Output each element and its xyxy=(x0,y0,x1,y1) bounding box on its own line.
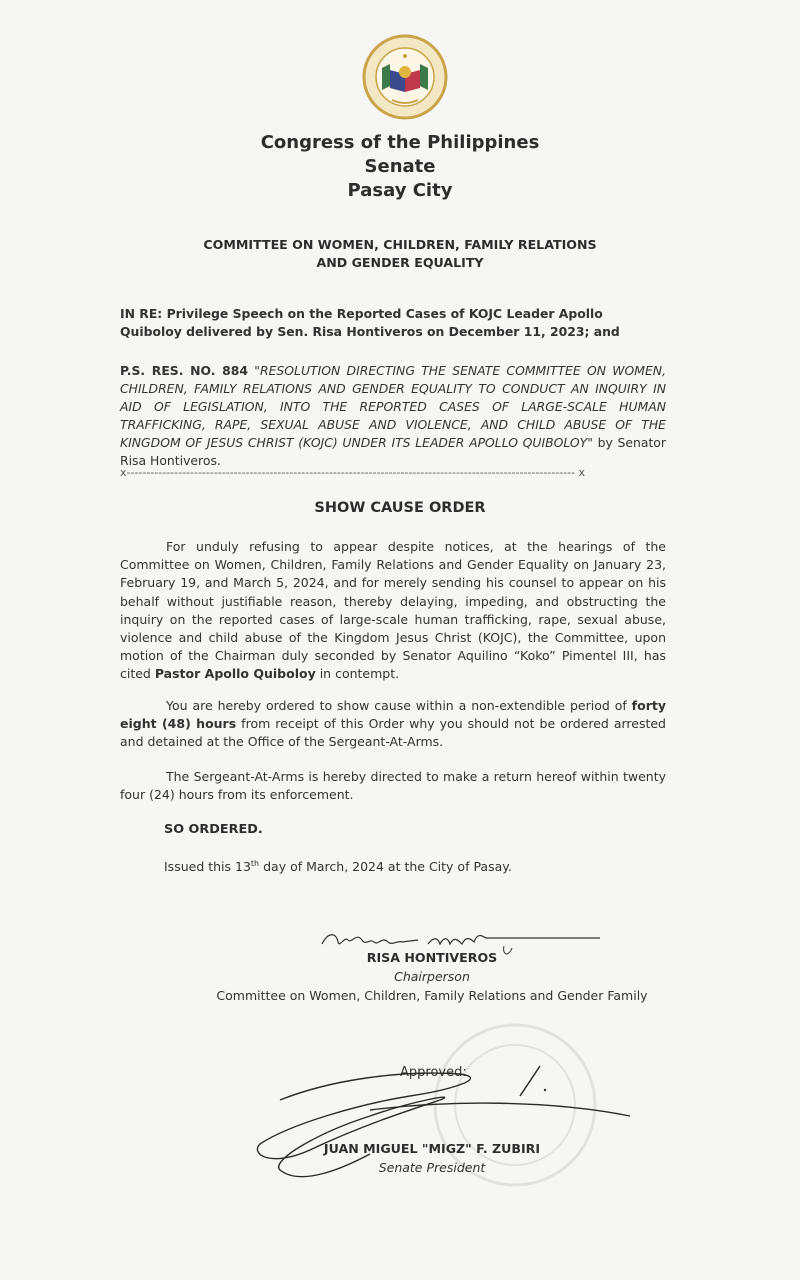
in-re-caption: IN RE: Privilege Speech on the Reported Cases of KOJC Leader Apollo Quiboloy delivered by Sen. Risa Hontiveros on December 11, 2023; and xyxy=(120,306,620,339)
signatory-name: RISA HONTIVEROS xyxy=(366,950,498,965)
deadline-text: forty eight (48) hours xyxy=(120,698,666,732)
paragraph-sergeant-at-arms: The Sergeant-At-Arms is hereby directed to make a return hereof within twenty four (24) hours from its enforcement. xyxy=(120,769,666,803)
header-senate: Senate xyxy=(364,156,436,177)
signatory-role: Chairperson xyxy=(394,969,470,984)
committee-line1: COMMITTEE ON WOMEN, CHILDREN, FAMILY RELATIONS xyxy=(203,237,597,252)
so-ordered: SO ORDERED. xyxy=(164,822,263,837)
signatory-committee: Committee on Women, Children, Family Relations and Gender Family xyxy=(216,988,648,1003)
order-title: SHOW CAUSE ORDER xyxy=(314,500,486,516)
committee-line2: AND GENDER EQUALITY xyxy=(316,255,484,270)
respondent-name: Pastor Apollo Quiboloy xyxy=(154,666,316,682)
resolution-author: by Senator Risa Hontiveros. xyxy=(120,435,666,468)
resolution-number: P.S. RES. NO. 884 xyxy=(120,363,248,378)
approver-role: Senate President xyxy=(378,1160,486,1175)
separator-line: x----------------------------------------------------------------------------------------------------------------- x xyxy=(120,466,586,479)
header-city: Pasay City xyxy=(347,180,453,201)
issued-date: Issued this 13th day of March, 2024 at the City of Pasay. xyxy=(164,859,512,875)
paragraph-show-cause: You are hereby ordered to show cause within a non-extendible period of forty eight (48) hours from receipt of this Order why you should not be ordered arrested and detained at the Office of the Sergeant-At-Arms. xyxy=(120,698,666,750)
approver-name: JUAN MIGUEL "MIGZ" F. ZUBIRI xyxy=(323,1141,541,1156)
senate-seal-icon xyxy=(362,34,448,120)
approved-label: Approved: xyxy=(400,1065,467,1080)
signature-zubiri xyxy=(250,1060,650,1200)
paragraph-contempt: For unduly refusing to appear despite notices, at the hearings of the Committee on Women, Children, Family Relations and Gender Equality on January 23, February 19, and March 5, 2024, and for merely sending his counsel to appear on his behalf without justifiable reason, thereby delaying, impeding, and obstructing the inquiry on the reported cases of large-scale human trafficking, rape, sexual abuse, violence and child abuse of the Kingdom Jesus Christ (KOJC), the Committee, upon motion of the Chairman duly seconded by Senator Aquilino “Koko” Pimentel III, has cited Pastor Apollo Quiboloy in contempt. xyxy=(120,539,666,682)
resolution-caption xyxy=(120,362,666,470)
resolution-title: "RESOLUTION DIRECTING THE SENATE COMMITTEE ON WOMEN, CHILDREN, FAMILY RELATIONS AND GENDER EQUALITY TO CONDUCT AN INQUIRY IN AID OF LEGISLATION, INTO THE REPORTED CASES OF LARGE-SCALE HUMAN TRAFFICKING, RAPE, SEXUAL ABUSE AND VIOLENCE, AND CHILD ABUSE OF THE KINGDOM OF JESUS CHRIST (KOJC) UNDER ITS LEADER APOLLO QUIBOLOY" xyxy=(120,363,667,450)
header-congress: Congress of the Philippines xyxy=(260,132,540,153)
